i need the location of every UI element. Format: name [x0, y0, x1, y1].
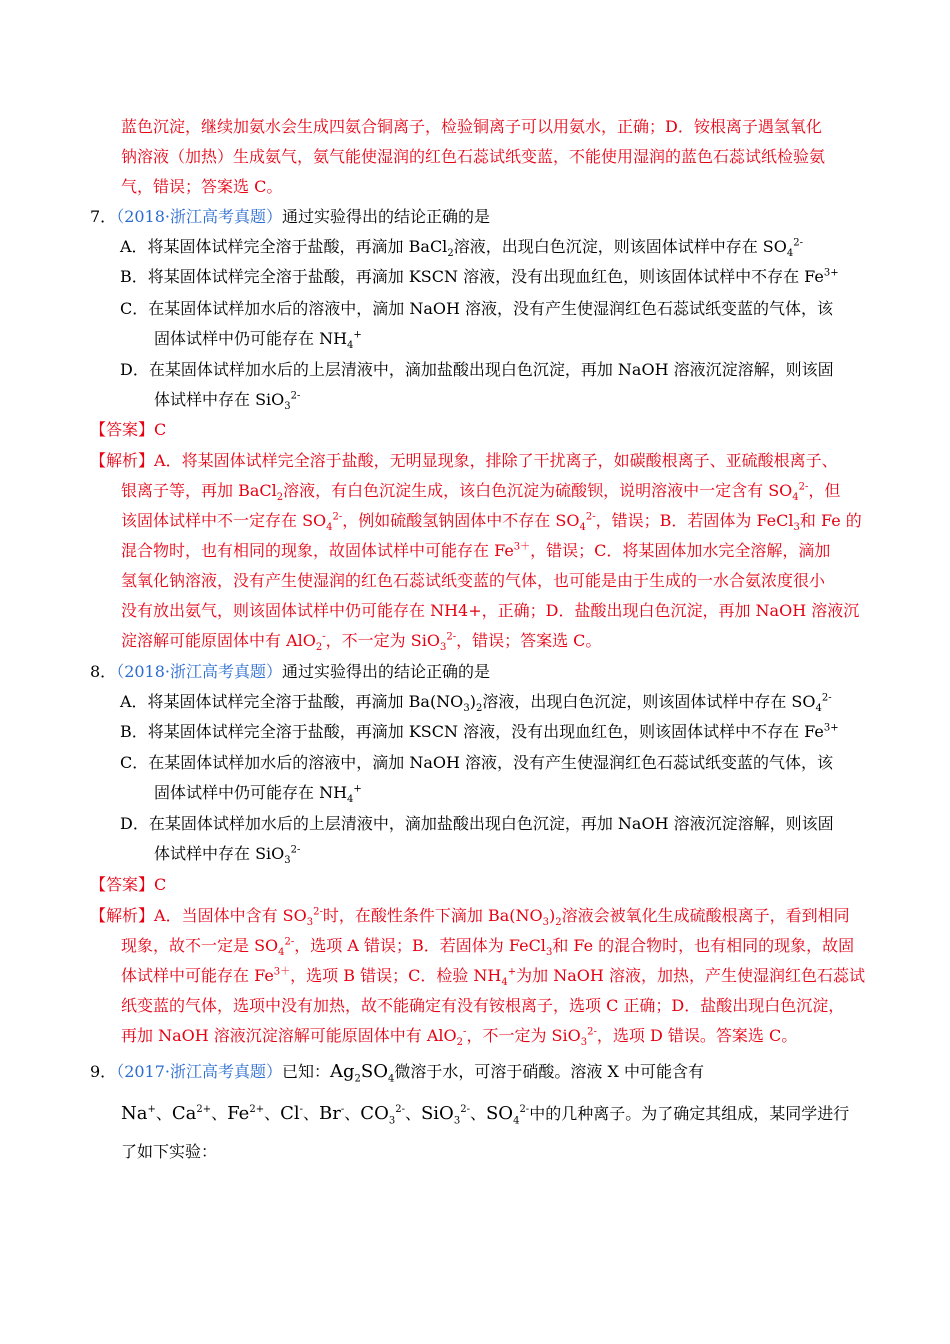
question-number: 7． [90, 207, 117, 226]
question-source: （2017·浙江高考真题） [116, 1062, 282, 1081]
q8-answer: 【答案】C [90, 875, 167, 894]
ion-cl: Cl- [280, 1103, 304, 1124]
formula-ag2so4: $Ag_2SO_4$ [330, 1061, 395, 1085]
q8-analysis-line-5: 再加 NaOH 溶液沉淀溶解可能原固体中有 AlO$_2$-，不一定为 SiO$_3^{2-}$，选项 D 错误。答案选 C。 [121, 1026, 798, 1049]
question-9-stem: 9．（2017·浙江高考真题）已知：$Ag_2SO_4$微溶于水，可溶于硝酸。溶液 X 中可能含有 [90, 1061, 704, 1085]
question-8-stem [90, 661, 490, 683]
q8-option-b: B．将某固体试样完全溶于盐酸，再滴加 KSCN 溶液，没有出现血红色，则该固体试样中不存在 $Fe^{3+}$ [120, 722, 839, 741]
q7-answer: 【答案】C [90, 420, 167, 439]
question-source: （2018·浙江高考真题） [116, 207, 282, 226]
analysis-label: 【解析】 [90, 906, 155, 925]
ion-sio3: SiO$_3^{2-}$ [420, 1103, 470, 1127]
question-7-stem [90, 206, 490, 228]
q8-analysis-line-2: 现象，故不一定是 $SO_4^{2-}$，选项 A 错误；B．若固体为 FeCl$_3$和 Fe 的混合物时，也有相同的现象，故固 [121, 936, 855, 959]
q8-option-c-line-2: 固体试样中仍可能存在 $NH_4^+$ [154, 783, 362, 806]
q8-analysis-line-3: 体试样中可能存在 $Fe^{3+}$，选项 B 错误；C．检验 $NH_4^+$为加 NaOH 溶液，加热，产生使湿润红色石蕊试 [121, 966, 865, 989]
q7-analysis-line-6: 没有放出氨气，则该固体试样中仍可能存在 NH4+，正确；D．盐酸出现白色沉淀，再加 NaOH 溶液沉 [121, 601, 860, 620]
analysis-label: 【解析】 [90, 451, 155, 470]
q8-option-a: A．将某固体试样完全溶于盐酸，再滴加 $Ba(NO_3)_2$溶液，出现白色沉淀，则该固体试样中存在 $SO_4^{2-}$ [120, 692, 832, 715]
question-number: 9． [90, 1062, 117, 1081]
prev-analysis-line-2: 钠溶液（加热）生成氨气，氨气能使湿润的红色石蕊试纸变蓝，不能使用湿润的蓝色石蕊试纸检验氨 [121, 147, 826, 166]
question-number: 8． [90, 662, 117, 681]
q7-option-d-line-1: D．在某固体试样加水后的上层清液中，滴加盐酸出现白色沉淀，再加 NaOH 溶液沉淀溶解，则该固 [120, 360, 834, 379]
q7-option-b: B．将某固体试样完全溶于盐酸，再滴加 KSCN 溶液，没有出现血红色，则该固体试样中不存在 $Fe^{3+}$ [120, 267, 839, 286]
q8-option-c-line-1: C．在某固体试样加水后的溶液中，滴加 NaOH 溶液，没有产生使湿润红色石蕊试纸变蓝的气体，该 [120, 753, 834, 772]
q8-analysis-line-4: 纸变蓝的气体，选项中没有加热，故不能确定有没有铵根离子，选项 C 正确；D．盐酸出现白色沉淀， [121, 996, 845, 1015]
ion-fe: $Fe^{2+}$ [227, 1103, 265, 1124]
ion-na: Na+ [121, 1103, 156, 1124]
q8-option-d-line-1: D．在某固体试样加水后的上层清液中，滴加盐酸出现白色沉淀，再加 NaOH 溶液沉淀溶解，则该固 [120, 814, 834, 833]
prev-analysis-line-3: 气，错误；答案选 C。 [121, 177, 283, 196]
question-9-ion-list: Na+、$Ca^{2+}$、$Fe^{2+}$、Cl-、Br-、$CO_3^{2-}$、SiO$_3^{2-}$、$SO_4^{2-}$中的几种离子。为了确定其组成，某同学进行 [121, 1103, 850, 1127]
q7-analysis-line-5: 氢氧化钠溶液，没有产生使湿润的红色石蕊试纸变蓝的气体，也可能是由于生成的一水合氨浓度很小 [121, 571, 826, 590]
question-source: （2018·浙江高考真题） [116, 662, 282, 681]
q8-option-d-line-2: 体试样中存在 SiO$_3^{2-}$ [154, 844, 301, 867]
q7-analysis-line-3: 该固体试样中不一定存在 $SO_4^{2-}$，例如硫酸氢钠固体中不存在 $SO_4^{2-}$，错误；B．若固体为 FeCl$_3$和 Fe 的 [121, 511, 862, 534]
q7-option-a: A．将某固体试样完全溶于盐酸，再滴加 BaCl$_2$溶液，出现白色沉淀，则该固体试样中存在 $SO_4^{2-}$ [120, 237, 803, 260]
question-text: 通过实验得出的结论正确的是 [282, 662, 491, 681]
ion-so4: $SO_4^{2-}$ [485, 1103, 530, 1127]
q7-option-c-line-2: 固体试样中仍可能存在 $NH_4^+$ [154, 329, 362, 352]
question-text: 已知： [282, 1062, 331, 1081]
ion-ca: $Ca^{2+}$ [171, 1103, 212, 1124]
prev-analysis-line-1: 蓝色沉淀，继续加氨水会生成四氨合铜离子，检验铜离子可以用氨水，正确；D．铵根离子遇氢氧化 [121, 117, 822, 136]
q7-option-c-line-1: C．在某固体试样加水后的溶液中，滴加 NaOH 溶液，没有产生使湿润红色石蕊试纸变蓝的气体，该 [120, 299, 834, 318]
q7-analysis-line-7: 淀溶解可能原固体中有 AlO$_2$-，不一定为 SiO$_3^{2-}$，错误；答案选 C。 [121, 631, 602, 654]
ion-co3: $CO_3^{2-}$ [360, 1103, 405, 1127]
q7-analysis-line-1: 【解析】A．将某固体试样完全溶于盐酸，无明显现象，排除了干扰离子，如碳酸根离子、亚硫酸根离子、 [90, 451, 838, 470]
question-9-line-3: 了如下实验： [121, 1142, 218, 1161]
q7-analysis-line-2: 银离子等，再加 BaCl$_2$溶液，有白色沉淀生成，该白色沉淀为硫酸钡，说明溶液中一定含有 $SO_4^{2-}$，但 [121, 481, 841, 504]
ion-br: Br- [319, 1103, 345, 1124]
q7-analysis-line-4: 混合物时，也有相同的现象，故固体试样中可能存在 $Fe^{3+}$，错误；C．将某固体加水完全溶解，滴加 [121, 541, 831, 560]
q7-option-d-line-2: 体试样中存在 SiO$_3^{2-}$ [154, 390, 301, 413]
q8-analysis-line-1: 【解析】A．当固体中含有 $SO_3^{2-}$时，在酸性条件下滴加 $Ba(NO_3)_2$溶液会被氧化生成硫酸根离子，看到相同 [90, 906, 850, 929]
question-text: 通过实验得出的结论正确的是 [282, 207, 491, 226]
